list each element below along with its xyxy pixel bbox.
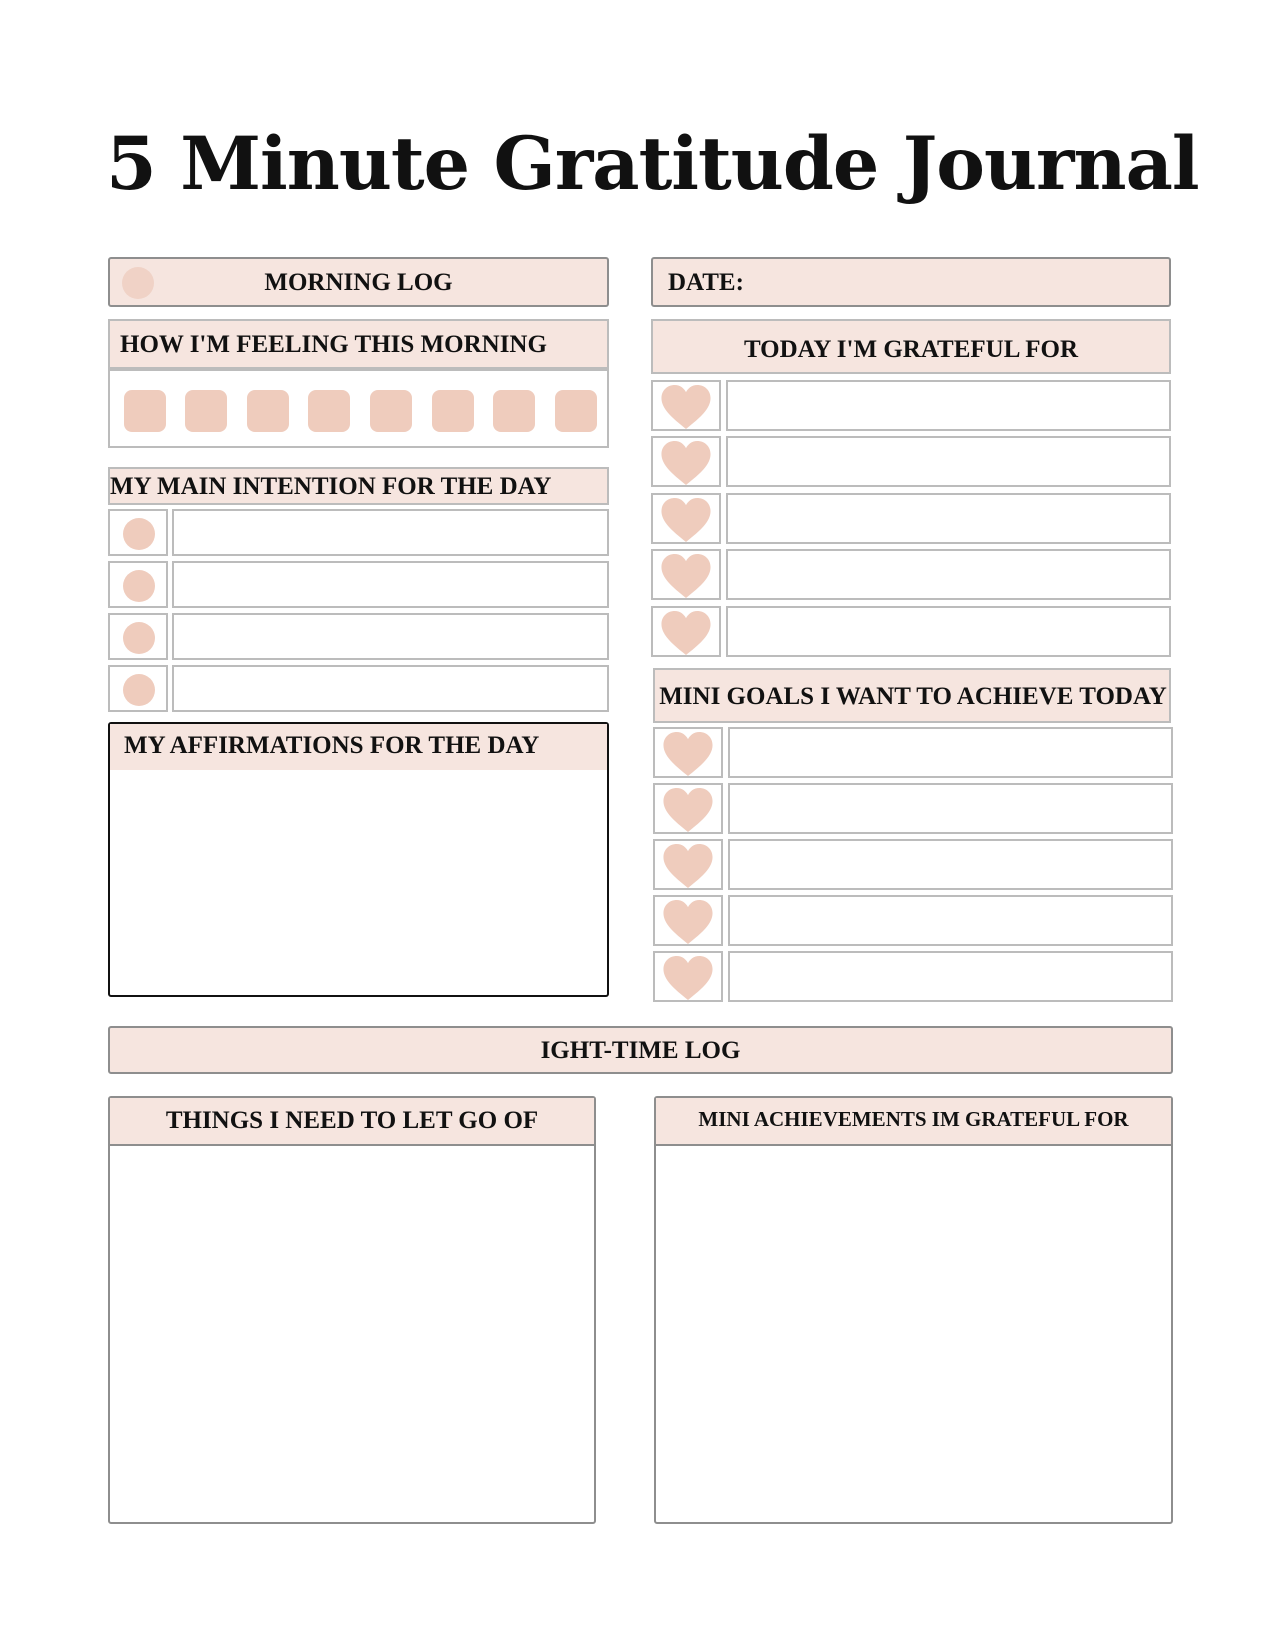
bullet-dot (123, 518, 155, 550)
goal-heart-box-4 (653, 895, 723, 946)
heart-icon (662, 731, 714, 777)
affirmations-header (110, 724, 607, 770)
grateful-heart-box-3 (651, 493, 721, 544)
night-log-bar (108, 1026, 1173, 1074)
heart-icon (660, 610, 712, 656)
bullet-dot (123, 570, 155, 602)
goal-field-4[interactable] (728, 895, 1173, 946)
achievements-box[interactable] (654, 1096, 1173, 1524)
night-log-label: IGHT-TIME LOG (540, 1037, 741, 1064)
heart-icon (660, 440, 712, 486)
heart-icon (662, 899, 714, 945)
mood-square-6[interactable] (432, 390, 474, 432)
mood-square-7[interactable] (493, 390, 535, 432)
grateful-header (651, 319, 1171, 374)
intention-field-2[interactable] (172, 561, 609, 608)
let-go-header (110, 1098, 594, 1146)
achievements-label: MINI ACHIEVEMENTS IM GRATEFUL FOR (698, 1107, 1129, 1131)
feeling-label: HOW I'M FEELING THIS MORNING (120, 331, 547, 358)
goal-heart-box-5 (653, 951, 723, 1002)
feeling-header (108, 319, 609, 369)
mood-square-2[interactable] (185, 390, 227, 432)
heart-icon (662, 843, 714, 889)
mood-square-4[interactable] (308, 390, 350, 432)
intention-field-4[interactable] (172, 665, 609, 712)
mood-square-8[interactable] (555, 390, 597, 432)
goal-heart-box-2 (653, 783, 723, 834)
goal-heart-box-1 (653, 727, 723, 778)
grateful-heart-box-2 (651, 436, 721, 487)
intention-header (108, 467, 609, 505)
intention-label: MY MAIN INTENTION FOR THE DAY (110, 473, 552, 500)
intention-bullet-box-3 (108, 613, 168, 660)
grateful-field-4[interactable] (726, 549, 1171, 600)
grateful-field-1[interactable] (726, 380, 1171, 431)
grateful-field-2[interactable] (726, 436, 1171, 487)
let-go-label: THINGS I NEED TO LET GO OF (165, 1107, 539, 1134)
heart-icon (660, 384, 712, 430)
goal-field-2[interactable] (728, 783, 1173, 834)
mini-goals-label: MINI GOALS I WANT TO ACHIEVE TODAY (659, 683, 1167, 710)
grateful-heart-box-5 (651, 606, 721, 657)
grateful-field-5[interactable] (726, 606, 1171, 657)
affirmations-box[interactable] (108, 722, 609, 997)
let-go-box[interactable] (108, 1096, 596, 1524)
date-bar[interactable] (651, 257, 1171, 307)
affirmations-label: MY AFFIRMATIONS FOR THE DAY (124, 732, 540, 759)
grateful-field-3[interactable] (726, 493, 1171, 544)
morning-log-bar (108, 257, 609, 307)
bullet-dot (123, 622, 155, 654)
grateful-heart-box-4 (651, 549, 721, 600)
mood-square-3[interactable] (247, 390, 289, 432)
grateful-heart-box-1 (651, 380, 721, 431)
date-label: DATE: (668, 269, 744, 296)
intention-bullet-box-4 (108, 665, 168, 712)
intention-bullet-box-1 (108, 509, 168, 556)
grateful-label: TODAY I'M GRATEFUL FOR (743, 336, 1079, 363)
mood-tracker (108, 369, 609, 448)
mood-square-1[interactable] (124, 390, 166, 432)
intention-bullet-box-2 (108, 561, 168, 608)
intention-field-1[interactable] (172, 509, 609, 556)
goal-field-3[interactable] (728, 839, 1173, 890)
goal-heart-box-3 (653, 839, 723, 890)
mood-square-5[interactable] (370, 390, 412, 432)
heart-icon (660, 497, 712, 543)
goal-field-5[interactable] (728, 951, 1173, 1002)
achievements-header (656, 1098, 1171, 1146)
intention-field-3[interactable] (172, 613, 609, 660)
morning-log-label: MORNING LOG (264, 269, 453, 296)
bullet-dot (123, 674, 155, 706)
heart-icon (660, 553, 712, 599)
heart-icon (662, 787, 714, 833)
heart-icon (662, 955, 714, 1001)
goal-field-1[interactable] (728, 727, 1173, 778)
page-title: 5 Minute Gratitude Journal (106, 121, 1199, 207)
